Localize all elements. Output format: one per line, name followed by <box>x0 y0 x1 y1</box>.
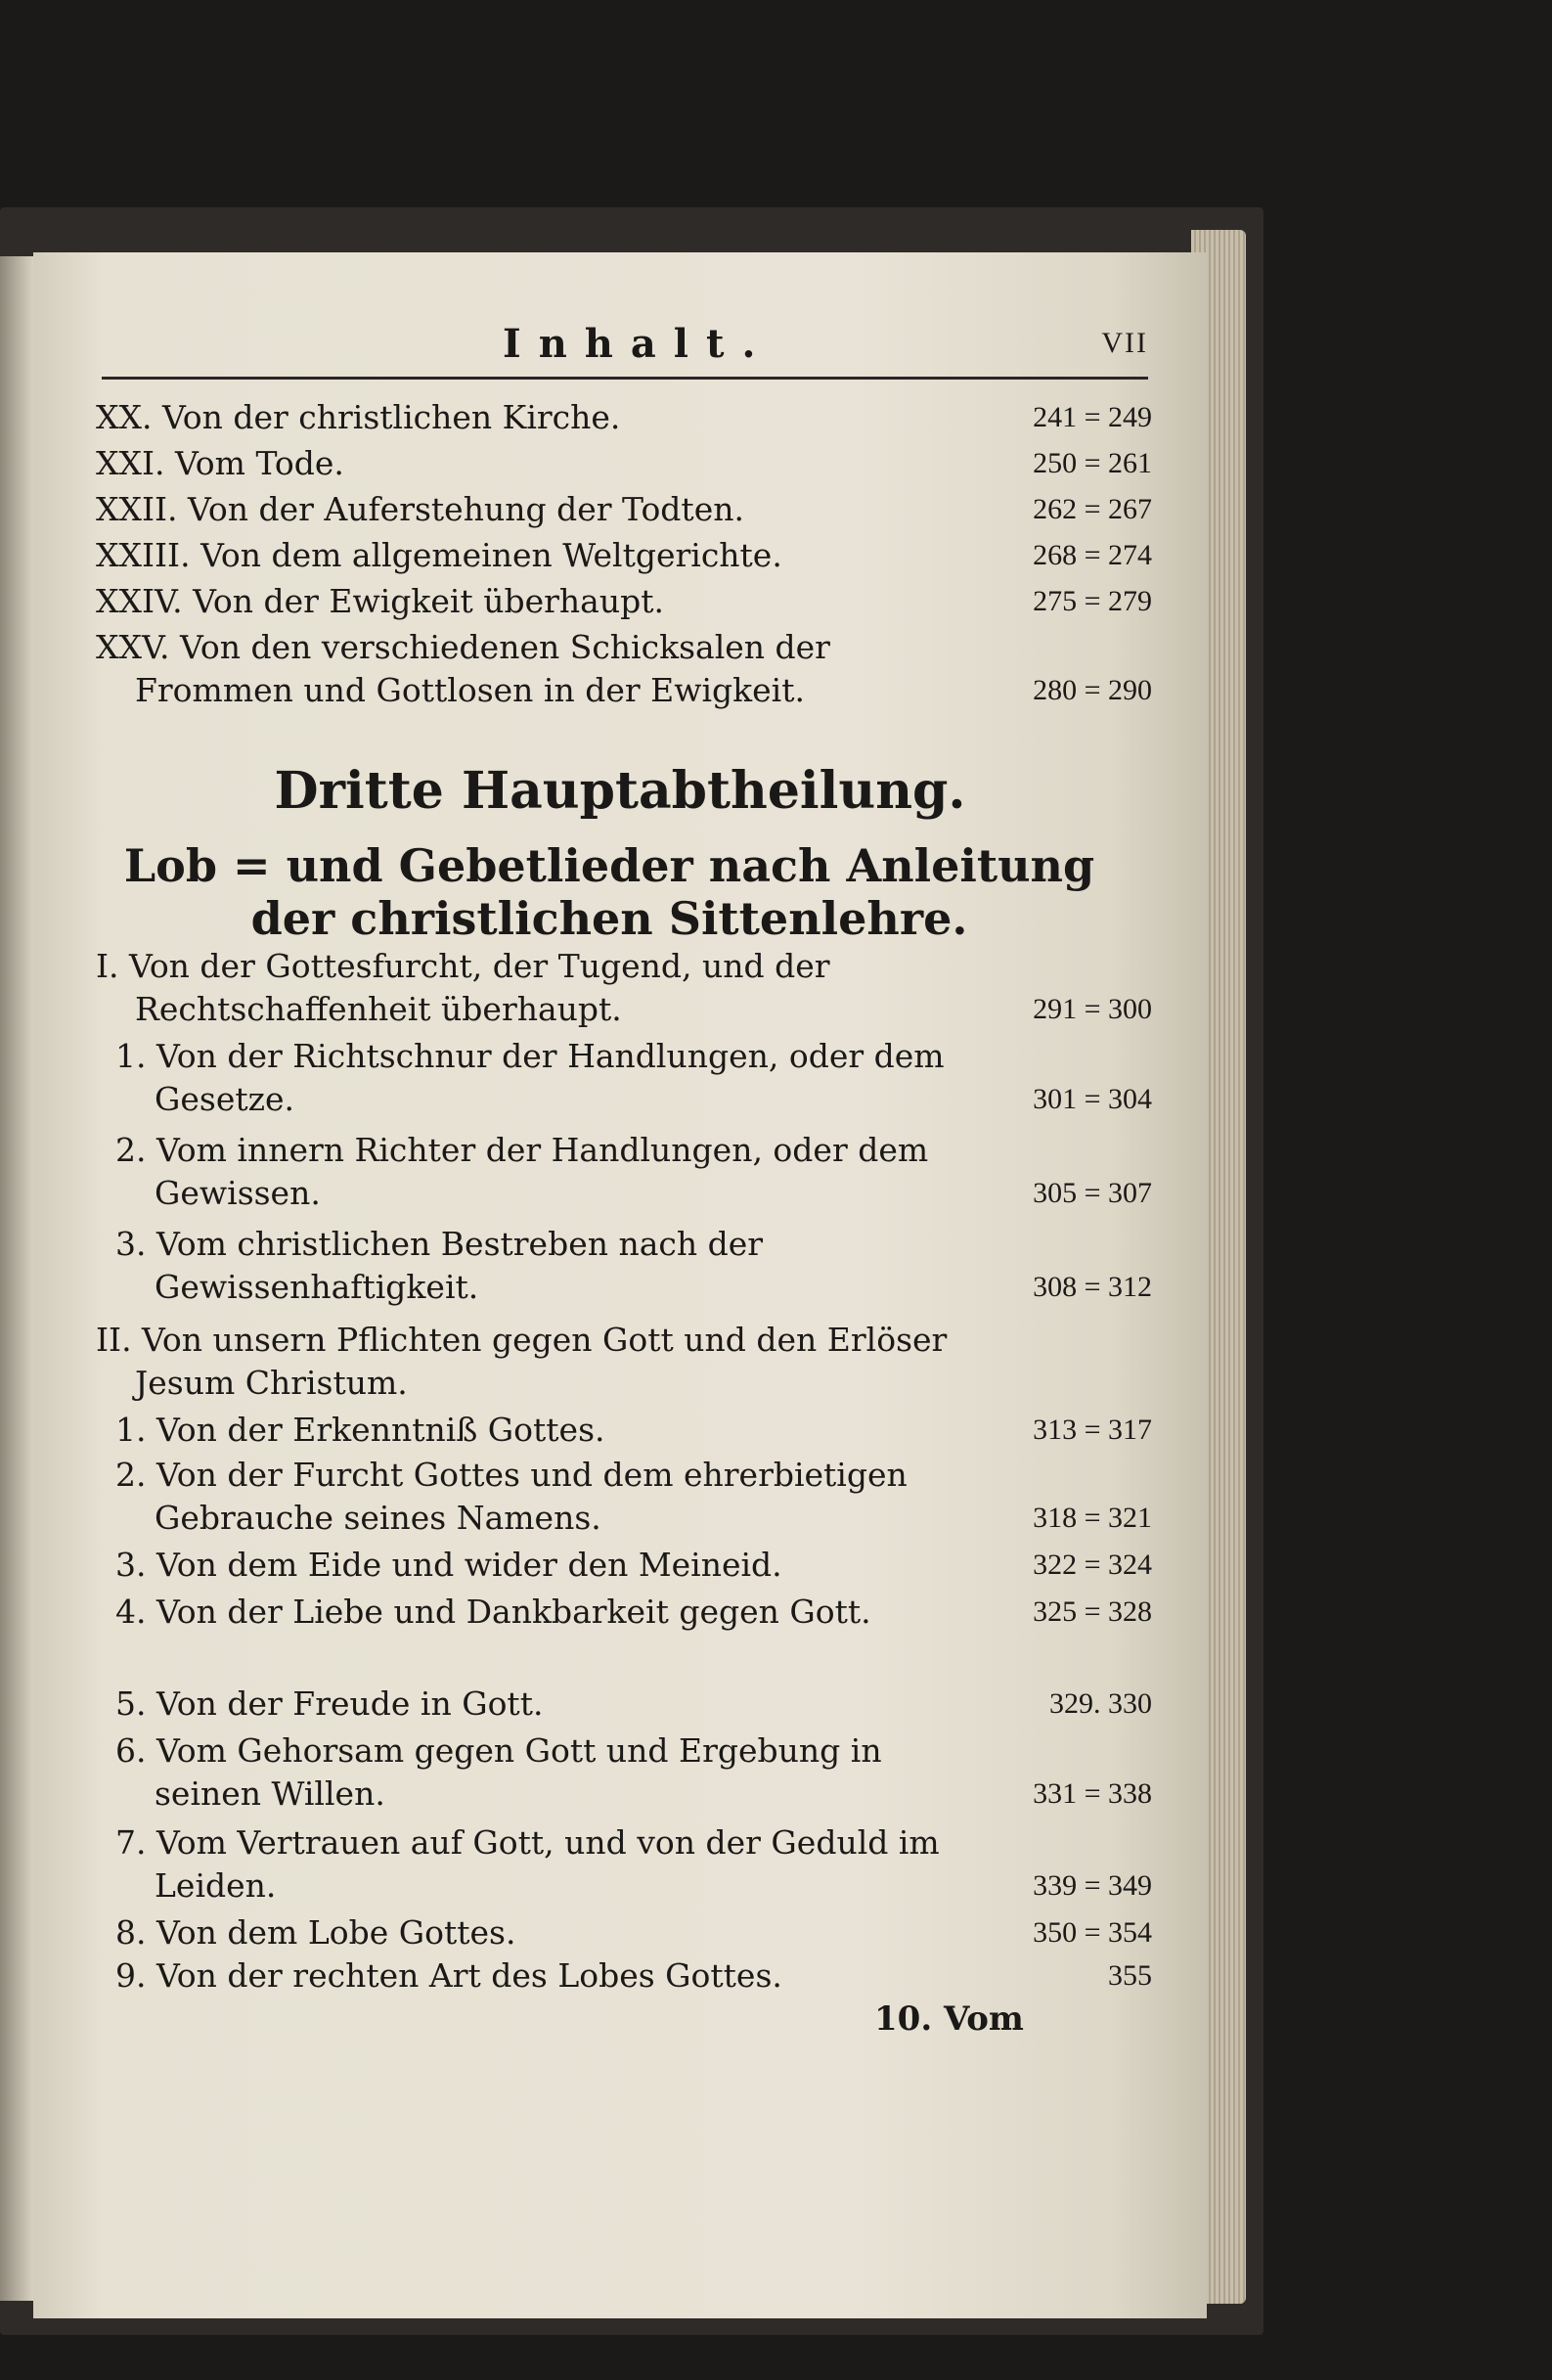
header-title: Inhalt. <box>503 321 774 367</box>
section-heading: Dritte Hauptabtheilung. <box>274 761 966 821</box>
toc-entry <box>96 1129 1152 1215</box>
toc-entry <box>96 1911 1152 1954</box>
toc-entry <box>96 396 1152 439</box>
book-page <box>33 252 1207 2318</box>
toc-entry-label: 1. Von der Richtschnur der Handlungen, oder dem Gesetze. <box>115 1037 945 1118</box>
toc-entry-label: 6. Vom Gehorsam gegen Gott und Ergebung in seinen Willen. <box>115 1731 882 1813</box>
header-rule <box>102 377 1148 380</box>
toc-entry-label: 3. Vom christlichen Bestreben nach der Gewissenhaftigkeit. <box>115 1225 764 1306</box>
toc-entry-label: XXIV. Von der Ewigkeit überhaupt. <box>96 582 664 620</box>
toc-entry-pages: 291 = 300 <box>1033 993 1152 1025</box>
toc-entry-pages: 318 = 321 <box>1033 1502 1152 1534</box>
toc-entry-pages: 339 = 349 <box>1033 1869 1152 1902</box>
toc-entry <box>96 1223 1152 1309</box>
toc-entry <box>96 1729 1152 1816</box>
toc-entry <box>96 1035 1152 1121</box>
toc-entry-pages: 355 <box>1108 1959 1152 1992</box>
section-subheading: Lob = und Gebetlieder nach Anleitung der christlichen Sittenlehre. <box>123 839 1095 945</box>
toc-entry-label: 2. Von der Furcht Gottes und dem ehrerbietigen Gebrauche seines Namens. <box>115 1456 908 1537</box>
toc-group-heading <box>96 1319 1152 1405</box>
toc-entry-pages: 308 = 312 <box>1033 1271 1152 1303</box>
toc-entry <box>96 626 1152 712</box>
toc-entry-pages: 241 = 249 <box>1033 401 1152 433</box>
toc-entry <box>96 1683 1152 1726</box>
toc-entry <box>96 1954 1152 1998</box>
toc-entry-label: 5. Von der Freude in Gott. <box>115 1684 544 1723</box>
toc-entry <box>96 580 1152 623</box>
toc-group-heading <box>96 945 1152 1031</box>
toc-entry <box>96 1409 1152 1452</box>
catchword: 10. Vom <box>874 1999 1024 2039</box>
toc-entry-label: XXV. Von den verschiedenen Schicksalen der Frommen und Gottlosen in der Ewigkeit. <box>96 628 830 709</box>
toc-entry-pages: 262 = 267 <box>1033 493 1152 525</box>
running-header <box>102 321 1148 380</box>
toc-entry-pages: 250 = 261 <box>1033 447 1152 479</box>
toc-entry-label: XX. Von der christlichen Kirche. <box>96 398 621 436</box>
left-page-edge <box>0 256 33 2301</box>
toc-entry-label: II. Von unsern Pflichten gegen Gott und den Erlöser Jesum Christum. <box>96 1321 948 1402</box>
toc-entry <box>96 534 1152 577</box>
page-number: VII <box>1101 327 1148 359</box>
toc-entry-label: 1. Von der Erkenntniß Gottes. <box>115 1411 605 1449</box>
toc-entry-label: 9. Von der rechten Art des Lobes Gottes. <box>115 1956 782 1995</box>
toc-entry-label: I. Von der Gottesfurcht, der Tugend, und der Rechtschaffenheit überhaupt. <box>96 947 830 1028</box>
toc-entry-label: XXII. Von der Auferstehung der Todten. <box>96 490 744 528</box>
toc-entry <box>96 1821 1152 1908</box>
toc-entry-pages: 331 = 338 <box>1033 1777 1152 1810</box>
toc-entry-pages: 275 = 279 <box>1033 585 1152 617</box>
toc-entry-pages: 322 = 324 <box>1033 1549 1152 1581</box>
toc-entry-pages: 280 = 290 <box>1033 674 1152 706</box>
toc-entry-label: XXI. Vom Tode. <box>96 444 344 482</box>
toc-entry-pages: 329. 330 <box>1049 1687 1152 1720</box>
toc-entry-pages: 301 = 304 <box>1033 1083 1152 1115</box>
toc-entry-pages: 313 = 317 <box>1033 1414 1152 1446</box>
toc-entry <box>96 1454 1152 1540</box>
toc-entry <box>96 1544 1152 1587</box>
toc-entry <box>96 1591 1152 1634</box>
toc-entry-label: 3. Von dem Eide und wider den Meineid. <box>115 1546 782 1584</box>
toc-entry <box>96 442 1152 485</box>
toc-entry-pages: 350 = 354 <box>1033 1916 1152 1949</box>
toc-entry-label: 7. Vom Vertrauen auf Gott, und von der Geduld im Leiden. <box>115 1823 940 1905</box>
toc-entry <box>96 488 1152 531</box>
toc-entry-pages: 305 = 307 <box>1033 1177 1152 1209</box>
toc-entry-pages: 325 = 328 <box>1033 1595 1152 1628</box>
toc-entry-label: XXIII. Von dem allgemeinen Weltgerichte. <box>96 536 782 574</box>
toc-entry-label: 2. Vom innern Richter der Handlungen, oder dem Gewissen. <box>115 1131 929 1212</box>
toc-entry-pages: 268 = 274 <box>1033 539 1152 571</box>
toc-entry-label: 8. Von dem Lobe Gottes. <box>115 1913 516 1952</box>
toc-entry-label: 4. Von der Liebe und Dankbarkeit gegen Gott. <box>115 1593 871 1631</box>
